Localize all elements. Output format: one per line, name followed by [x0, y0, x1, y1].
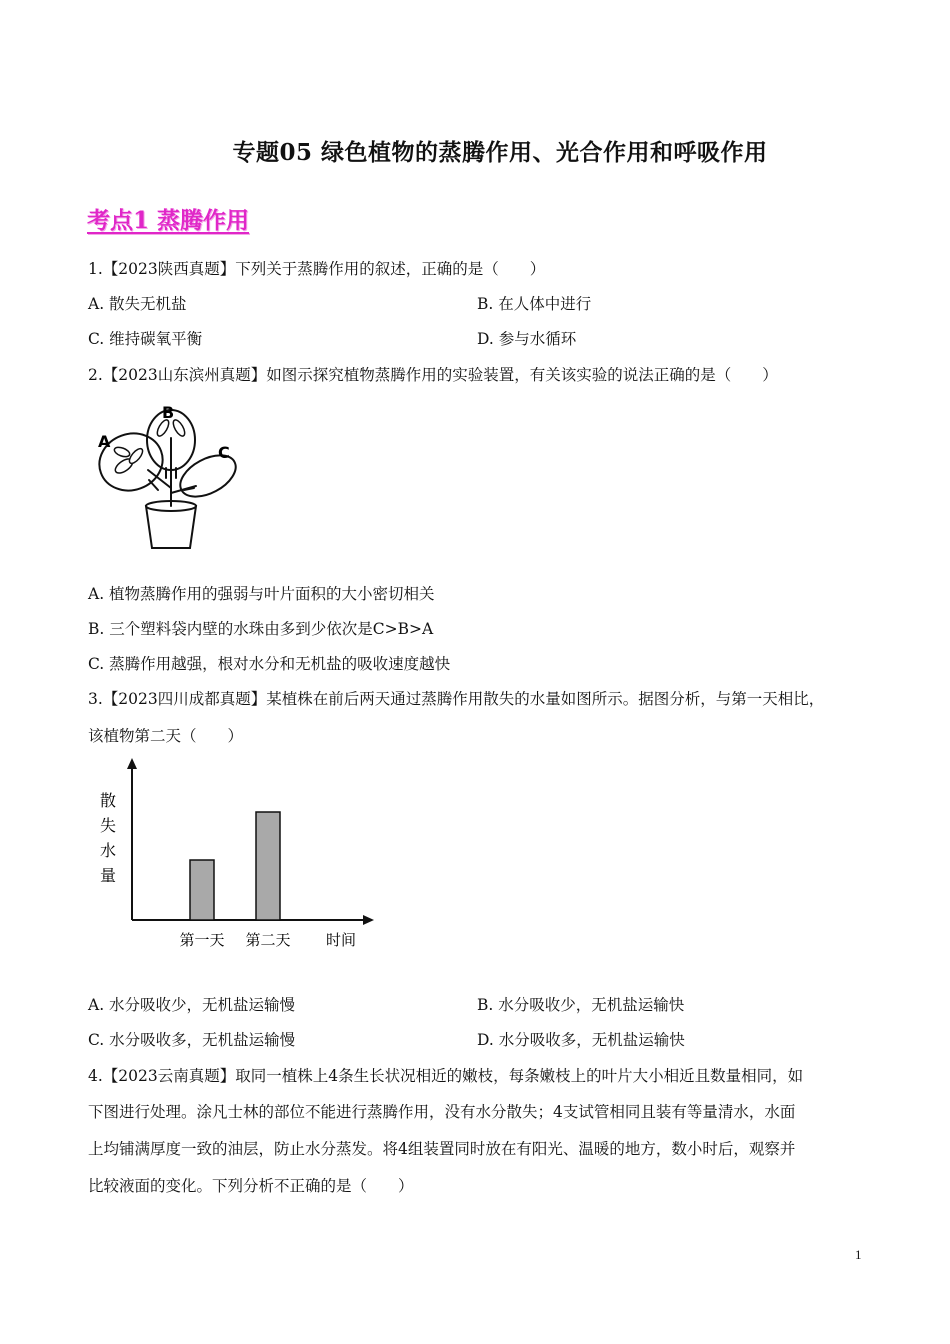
q2-option-a: A. 植物蒸腾作用的强弱与叶片面积的大小密切相关 — [88, 585, 435, 603]
question-1-stem: 1.【2023陕西真题】下列关于蒸腾作用的叙述，正确的是（ ） — [88, 260, 546, 278]
q1-option-a: A. 散失无机盐 — [88, 295, 187, 313]
plastic-bag-c — [174, 447, 243, 505]
question-4-line4: 比较液面的变化。下列分析不正确的是（ ） — [88, 1177, 414, 1195]
q3-option-d: D. 水分吸收多，无机盐运输快 — [477, 1031, 685, 1049]
section-heading: 考点1 蒸腾作用 — [87, 207, 250, 234]
label-b: B — [162, 403, 175, 422]
ylabel-char-4: 量 — [100, 866, 117, 885]
label-a: A — [98, 432, 111, 451]
ylabel-char-1: 散 — [100, 791, 117, 810]
q1-option-b: B. 在人体中进行 — [477, 295, 592, 313]
page-number: 1 — [855, 1247, 862, 1262]
question-4-line1: 4.【2023云南真题】取同一植株上4条生长状况相近的嫩枝，每条嫩枝上的叶片大小相近且数量相同，如 — [88, 1067, 804, 1085]
page-title: 专题05 绿色植物的蒸腾作用、光合作用和呼吸作用 — [232, 139, 768, 166]
q2-option-b: B. 三个塑料袋内壁的水珠由多到少依次是C>B>A — [88, 620, 434, 638]
question-3-stem-line1: 3.【2023四川成都真题】某植株在前后两天通过蒸腾作用散失的水量如图所示。据图分析，与第一天相比， — [88, 690, 825, 708]
ylabel-char-2: 失 — [100, 816, 117, 835]
question-4-line2: 下图进行处理。涂凡士林的部位不能进行蒸腾作用，没有水分散失；4支试管相同且装有等量清水，水面 — [88, 1103, 796, 1121]
q1-option-c: C. 维持碳氧平衡 — [88, 330, 203, 348]
x-tick-day-1: 第一天 — [179, 931, 225, 949]
x-tick-day-2: 第二天 — [245, 931, 291, 949]
label-c: C — [218, 443, 230, 462]
q2-option-c: C. 蒸腾作用越强，根对水分和无机盐的吸收速度越快 — [88, 655, 451, 673]
x-axis-arrow — [363, 915, 374, 925]
question-4-line3: 上均铺满厚度一致的油层，防止水分蒸发。将4组装置同时放在有阳光、温暖的地方，数小时后，观察并 — [88, 1140, 796, 1158]
bar-day-2 — [256, 812, 280, 920]
pot — [146, 506, 196, 548]
x-axis-label: 时间 — [326, 931, 357, 949]
water-loss-bar-chart — [90, 755, 390, 955]
q1-option-d: D. 参与水循环 — [477, 330, 577, 348]
q3-option-c: C. 水分吸收多，无机盐运输慢 — [88, 1031, 296, 1049]
question-3-stem-line2: 该植物第二天（ ） — [88, 727, 244, 745]
ylabel-char-3: 水 — [100, 841, 117, 860]
plant-experiment-figure — [86, 398, 256, 553]
question-2-stem: 2.【2023山东滨州真题】如图示探究植物蒸腾作用的实验装置，有关该实验的说法正确的是（ ） — [88, 366, 778, 384]
y-axis-arrow — [127, 758, 137, 769]
q3-option-b: B. 水分吸收少，无机盐运输快 — [477, 996, 685, 1014]
q3-option-a: A. 水分吸收少，无机盐运输慢 — [88, 996, 296, 1014]
bar-day-1 — [190, 860, 214, 920]
